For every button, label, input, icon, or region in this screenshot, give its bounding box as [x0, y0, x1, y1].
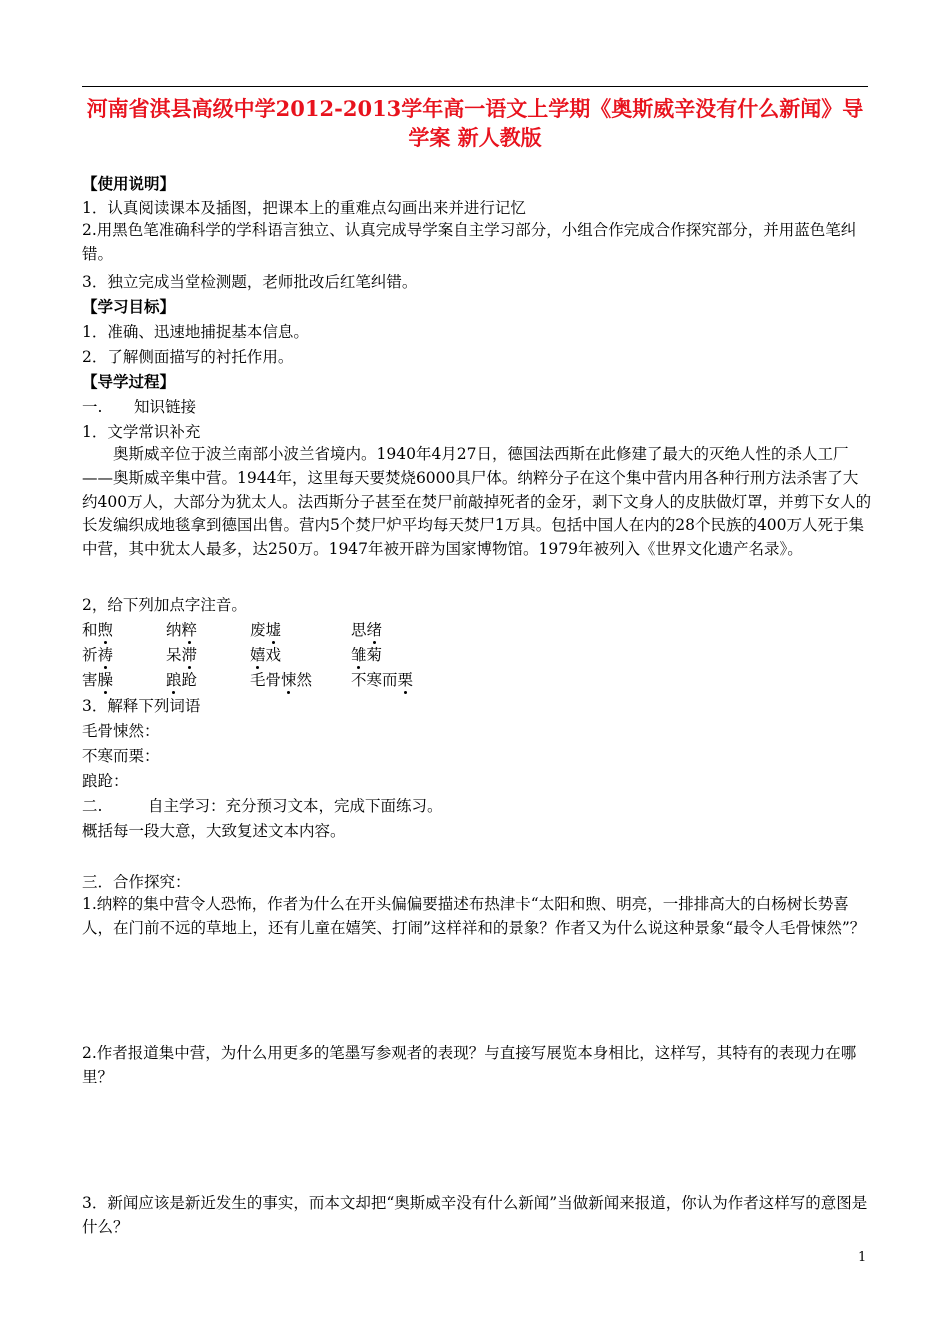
pinyin-word: 毛骨悚然 — [250, 671, 313, 689]
pinyin-word: 纳粹 — [166, 621, 198, 639]
part2-heading — [82, 796, 443, 816]
usage-item-2: 2.用黑色笔准确科学的学科语言独立、认真完成导学案自主学习部分，小组合作完成合作探究部分，并用蓝色笔纠错。 — [82, 221, 857, 263]
pinyin-word: 害臊 — [82, 671, 114, 689]
pinyin-word: 和煦 — [82, 621, 114, 639]
dotted-char: 绪 — [366, 621, 383, 639]
word-entry-1: 毛骨悚然： — [82, 722, 160, 740]
word-entry-2: 不寒而栗： — [82, 747, 160, 765]
pinyin-word: 踉跄 — [166, 671, 198, 689]
part1-heading — [82, 397, 196, 417]
process-heading: 【导学过程】 — [82, 372, 176, 391]
part3-heading: 三．合作探究： — [82, 873, 191, 891]
goals-item-1: 1．准确、迅速地捕捉基本信息。 — [82, 323, 309, 341]
part2-number: 二. — [82, 797, 103, 815]
pinyin-word: 呆滞 — [166, 646, 198, 664]
pinyin-word: 废墟 — [250, 621, 282, 639]
part1-title: 知识链接 — [134, 398, 197, 416]
pinyin-word: 祈祷 — [82, 646, 114, 664]
pinyin-word: 不寒而栗 — [351, 671, 414, 689]
usage-heading: 【使用说明】 — [82, 174, 176, 193]
question-3: 3．新闻应该是新近发生的事实，而本文却把“奥斯威辛没有什么新闻”当做新闻来报道，你认为作者这样写的意图是什么？ — [82, 1194, 868, 1236]
dotted-char: 踉 — [166, 671, 182, 689]
part2-title: 自主学习：充分预习文本，完成下面练习。 — [148, 797, 443, 815]
sub2-heading: 2，给下列加点字注音。 — [82, 596, 247, 614]
usage-item-3: 3．独立完成当堂检测题，老师批改后红笔纠错。 — [82, 273, 418, 291]
sub1-heading: 1．文学常识补充 — [82, 423, 201, 441]
part2-task: 概括每一段大意，大致复述文本内容。 — [82, 822, 346, 840]
dotted-char: 祷 — [97, 646, 114, 664]
goals-heading: 【学习目标】 — [82, 297, 176, 316]
dotted-char: 栗 — [397, 671, 414, 689]
sub3-heading: 3．解释下列词语 — [82, 697, 201, 715]
part1-number: 一. — [82, 398, 103, 416]
pinyin-word: 思绪 — [351, 621, 383, 639]
dotted-char: 煦 — [97, 621, 114, 639]
question-2: 2.作者报道集中营，为什么用更多的笔墨写参观者的表现？与直接写展览本身相比，这样写，其特有的表现力在哪里？ — [82, 1044, 857, 1086]
dotted-char: 滞 — [181, 646, 198, 664]
goals-item-2: 2．了解侧面描写的衬托作用。 — [82, 348, 294, 366]
dotted-char: 粹 — [181, 621, 198, 639]
dotted-char: 嬉 — [250, 646, 266, 664]
pinyin-word: 雏菊 — [351, 646, 383, 664]
history-paragraph: 奥斯威辛位于波兰南部小波兰省境内。1940年4月27日，德国法西斯在此修建了最大的灭绝人性的杀人工厂——奥斯威辛集中营。1944年，这里每天要焚烧6000具尸体。纳粹分子在这个集中营内用各种行刑方法杀害了大约400万人，大部分为犹太人。法西斯分子甚至在焚尸前敲掉死者的金牙，剥下文身人的皮肤做灯罩，并剪下女人的长发编织成地毯拿到德国出售。营内5个焚尸炉平均每天焚尸1万具。包括中国人在内的28个民族的400万人死于集中营，其中犹太人最多，达250万。1947年被开辟为国家博物馆。1979年被列入《世界文化遗产名录》。 — [82, 445, 872, 559]
dotted-char: 悚 — [281, 671, 297, 689]
usage-item-1: 1．认真阅读课本及插图，把课本上的重难点勾画出来并进行记忆 — [82, 199, 526, 217]
page-number: 1 — [858, 1250, 867, 1265]
document-title: 河南省淇县高级中学2012-2013学年高一语文上学期《奥斯威辛没有什么新闻》导学案 新人教版 — [86, 96, 864, 150]
word-entry-3: 踉跄： — [82, 772, 129, 790]
dotted-char: 墟 — [265, 621, 282, 639]
header-rule — [82, 86, 868, 87]
pinyin-word: 嬉戏 — [250, 646, 282, 664]
dotted-char: 臊 — [97, 671, 114, 689]
question-1: 1.纳粹的集中营令人恐怖，作者为什么在开头偏偏要描述布热津卡“太阳和煦、明亮，一排排高大的白杨树长势喜人，在门前不远的草地上，还有儿童在嬉笑、打闹”这样祥和的景象？作者又为什么说这种景象“最令人毛骨悚然”？ — [82, 895, 866, 937]
dotted-char: 雏 — [351, 646, 367, 664]
